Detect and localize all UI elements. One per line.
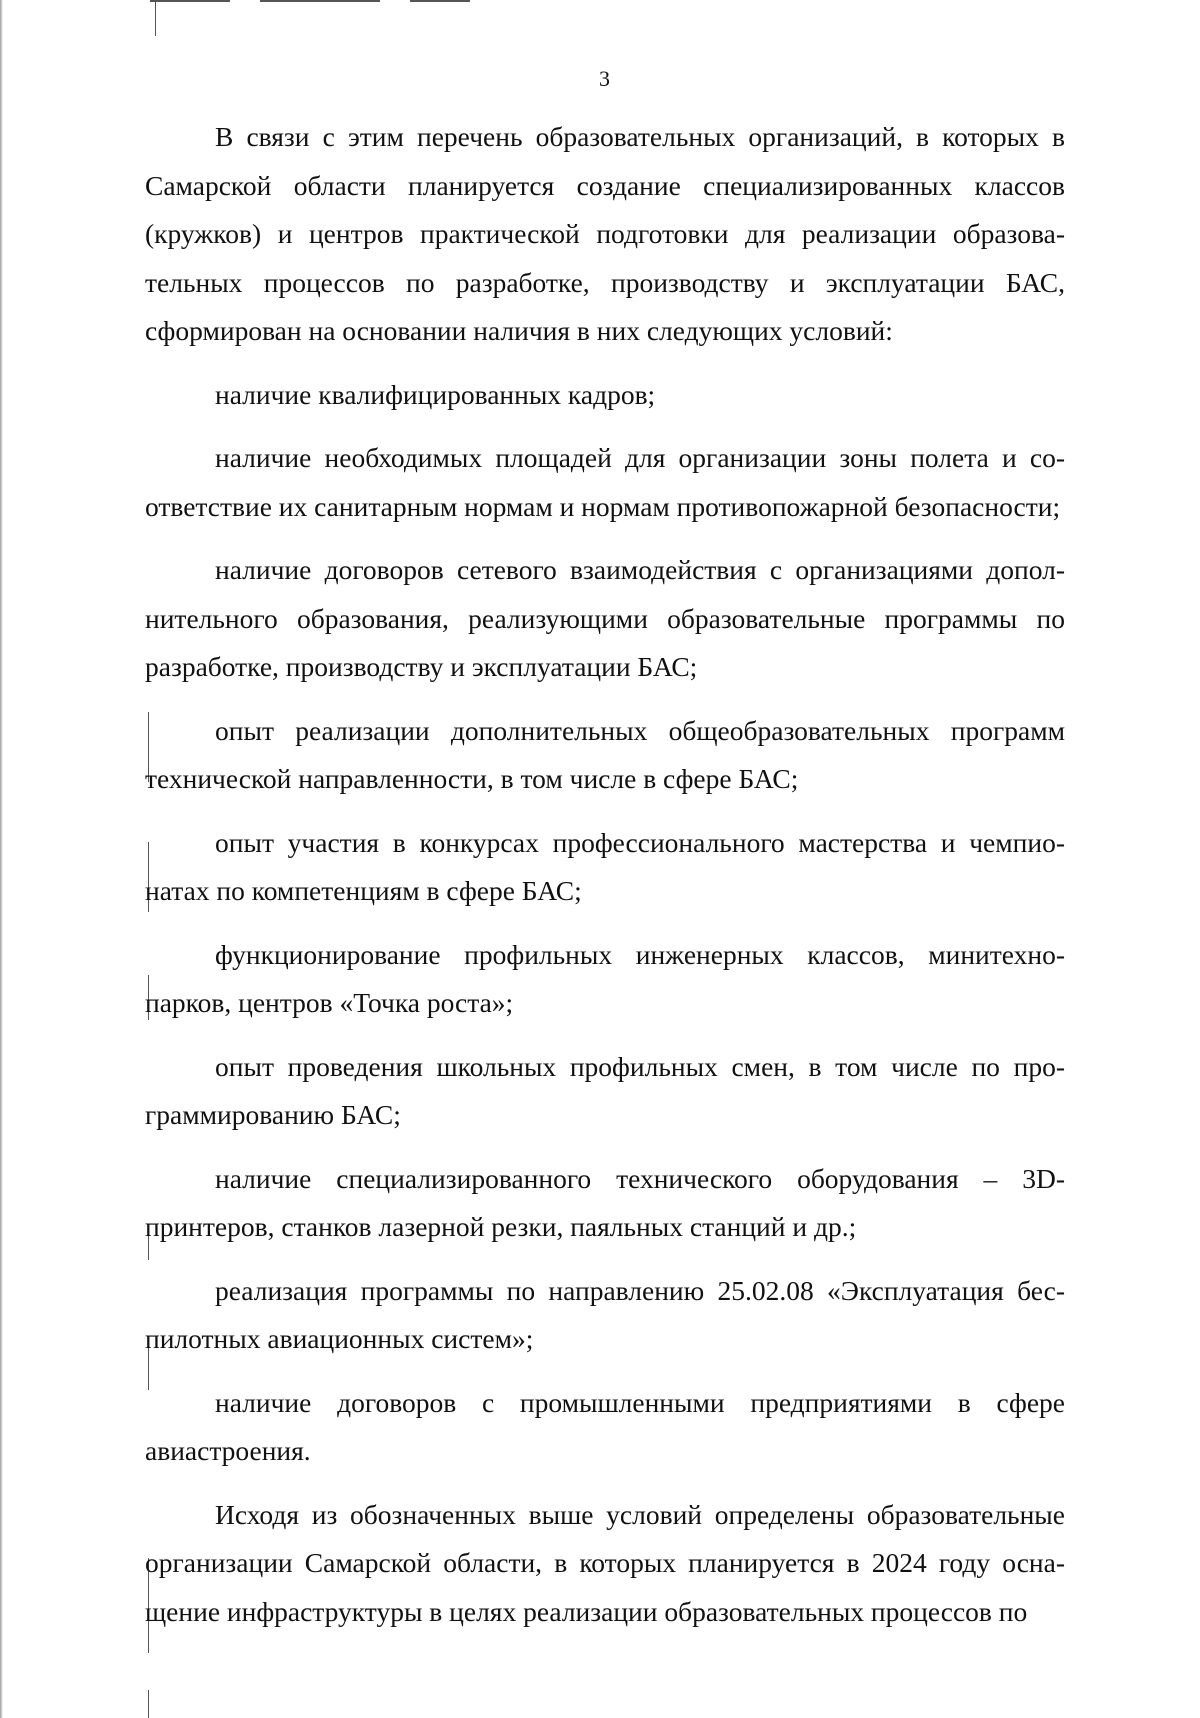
paragraph: функционирование профильных инженерных классов, минитехнопарков, центров «Точка роста»; (145, 938, 1065, 1018)
paragraph: наличие договоров сетевого взаимодействия с организациями дополнительного образования, реализующими образовательные программы по разработке, производству и эксплуатации БАС; (145, 554, 1065, 682)
paragraph: опыт реализации дополнительных общеобразовательных программ технической направленности, в том числе в сфере БАС; (145, 714, 1065, 794)
scan-artifact-line (150, 0, 230, 2)
paragraph: В связи с этим перечень образовательных организаций, в которых в Самарской области планируется создание специализированных классов (кружков) и центров практической подготовки для реализации образовательных процессов по разработке, производству и эксплуатации БАС, сформирован на основании наличия в них следующих условий: (145, 121, 1065, 346)
page-number: 3 (599, 66, 610, 91)
scan-margin-mark (155, 0, 156, 36)
scan-artifact-line (410, 0, 470, 2)
scan-artifact-line (260, 0, 380, 2)
scan-margin-mark (148, 1690, 149, 1718)
paragraph: наличие договоров с промышленными предприятиями в сфере авиастроения. (145, 1386, 1065, 1466)
paragraph: наличие квалифицированных кадров; (215, 378, 656, 410)
paragraph: наличие специализированного технического оборудования – 3D-принтеров, станков лазерной резки, паяльных станций и др.; (145, 1162, 1065, 1242)
paragraph: наличие необходимых площадей для организации зоны полета и соответствие их санитарным нормам и нормам противопожарной безопасности; (145, 442, 1065, 522)
paragraph: опыт проведения школьных профильных смен, в том числе по программированию БАС; (145, 1050, 1065, 1130)
scan-edge (0, 0, 3, 1718)
paragraph: реализация программы по направлению 25.02.08 «Эксплуатация беспилотных авиационных систем»; (145, 1274, 1065, 1354)
paragraph: Исходя из обозначенных выше условий определены образовательные организации Самарской области, в которых планируется в 2024 году оснащение инфраструктуры в целях реализации образовательных процессов по (145, 1498, 1065, 1627)
document-body (145, 113, 1065, 1636)
paragraph: опыт участия в конкурсах профессионального мастерства и чемпионатах по компетенциям в сфере БАС; (145, 826, 1065, 906)
